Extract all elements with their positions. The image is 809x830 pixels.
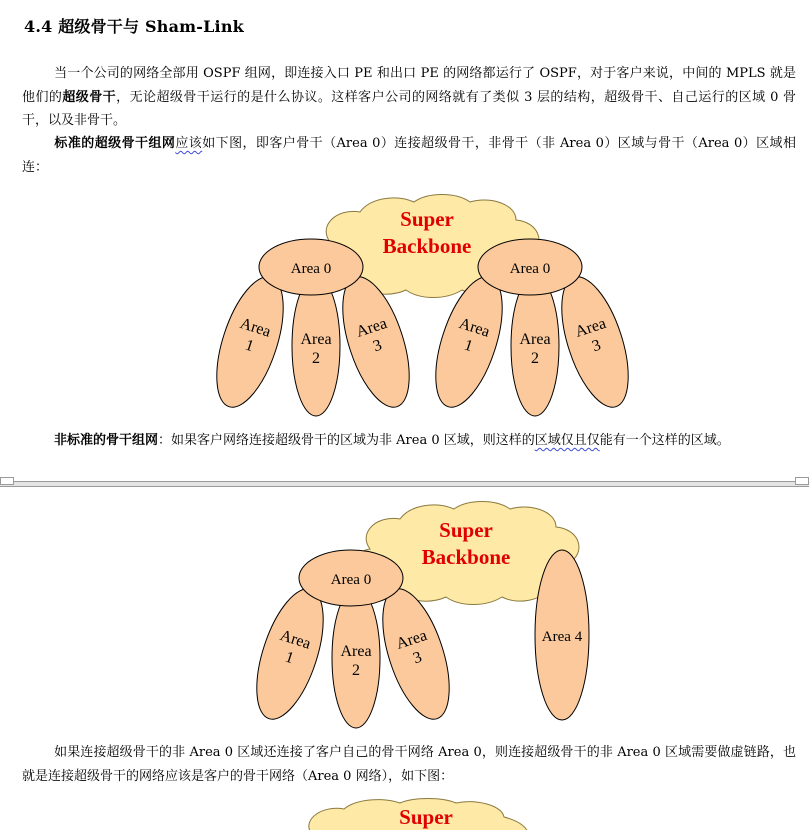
- nonstandard-text-a: ：如果客户网络连接超级骨干的区域为非 Area 0 区域，则这样的: [158, 433, 535, 448]
- document-page-2: [0, 487, 809, 830]
- cloud-label-super: Super: [439, 518, 493, 542]
- paragraph-nonstandard: [22, 429, 796, 453]
- standard-text: 如下图，即客户骨干（Area 0）连接超级骨干，非骨干（非 Area 0）区域与骨干（Area 0）区域相连：: [22, 136, 796, 175]
- paragraph-virtual-link: [22, 741, 796, 788]
- nonstandard-grammar-mark: 区域仅且仅: [534, 433, 600, 448]
- standard-bold: 标准的超级骨干组网: [54, 136, 176, 151]
- intro-text-a: 当一个公司的网络全部用 OSPF 组网，即连接入口 PE 和出口 PE 的网络都运行了 OSPF，对于客户来说，中间的 MPLS 就是他们的: [22, 66, 796, 105]
- nonstandard-bold: 非标准的骨干组网: [54, 433, 159, 448]
- area-4-label: Area 4: [541, 629, 583, 645]
- left-area-2-label: Area 2: [300, 331, 332, 367]
- diagram-standard-backbone: [0, 190, 809, 422]
- right-area-0-label: Area 0: [509, 261, 551, 277]
- diagram-virtual-link-partial: [0, 797, 809, 830]
- page-corner-mark: [795, 477, 809, 485]
- paragraph-intro: [22, 62, 796, 133]
- super-backbone-cloud: [309, 799, 528, 830]
- cloud-label-backbone: Backbone: [382, 234, 472, 258]
- page-corner-mark: [0, 477, 14, 485]
- diagram-nonstandard-backbone: [0, 497, 809, 735]
- right-area-3-label: Area3: [573, 314, 609, 356]
- area-1-label: Area1: [277, 626, 313, 668]
- cloud-label-backbone: Backbone: [421, 545, 511, 569]
- left-area-0-label: Area 0: [290, 261, 332, 277]
- intro-bold-super-backbone: 超级骨干: [62, 89, 117, 105]
- intro-text-c: ，无论超级骨干运行的是什么协议。这样客户公司的网络就有了类似 3 层的结构，超级骨干、自己运行的区域 0 骨干，以及非骨干。: [22, 89, 796, 128]
- paragraph-standard: [22, 132, 796, 179]
- area-0-label: Area 0: [330, 572, 372, 588]
- area-4-group: [535, 550, 589, 720]
- cloud-label-super: Super: [400, 207, 454, 231]
- nonstandard-text-b: 能有一个这样的区域。: [599, 433, 730, 448]
- right-area-1-label: Area1: [456, 314, 492, 356]
- left-area-3-label: Area3: [354, 314, 390, 356]
- cloud-label-super: Super: [399, 805, 453, 829]
- area-2-label: Area 2: [340, 643, 372, 679]
- virtual-link-text: 如果连接超级骨干的非 Area 0 区域还连接了客户自己的骨干网络 Area 0，则连接超级骨干的非 Area 0 区域需要做虚链路，也就是连接超级骨干的网络应该是客户的骨干网络（Area 0 网络），如下图：: [22, 745, 796, 784]
- section-heading: 4.4 超级骨干与 Sham-Link: [24, 17, 244, 36]
- left-area-1-label: Area1: [237, 314, 273, 356]
- right-area-2-label: Area 2: [519, 331, 551, 367]
- area-3-label: Area3: [394, 626, 430, 668]
- standard-grammar-mark: 应该: [175, 136, 203, 151]
